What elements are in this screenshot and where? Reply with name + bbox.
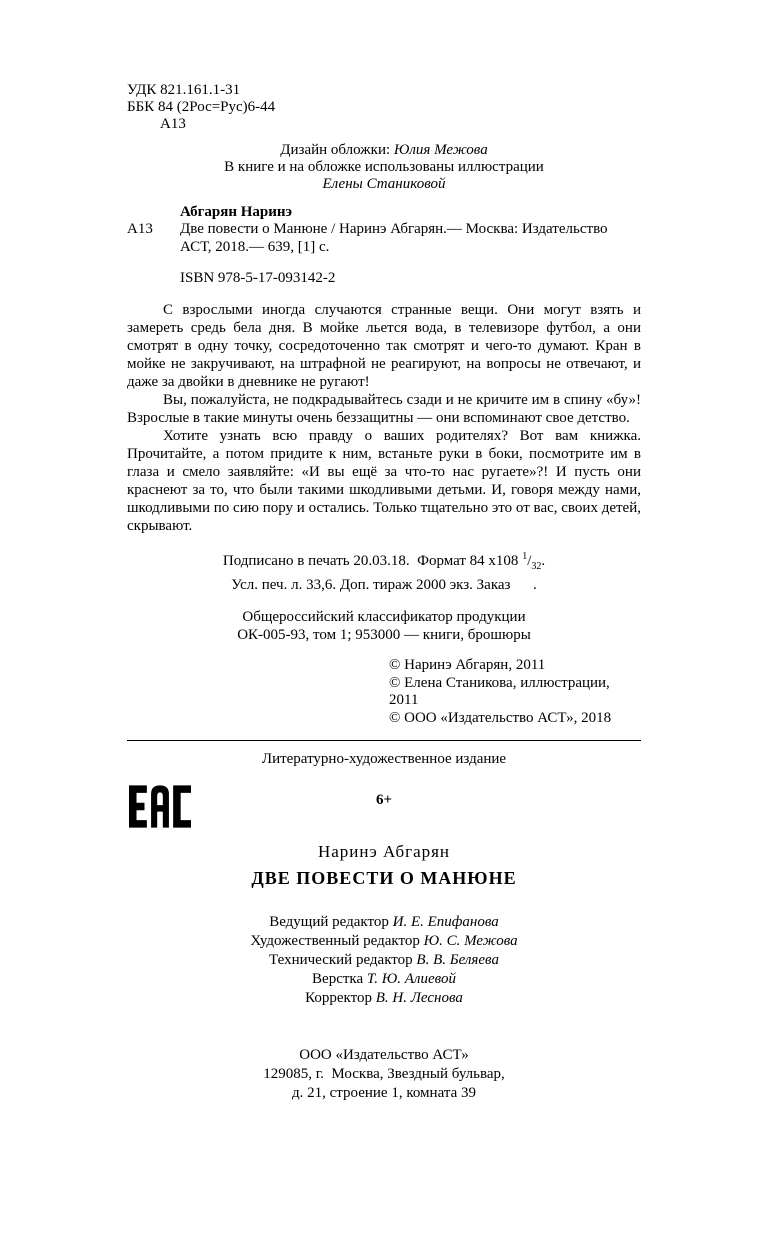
annotation (127, 301, 641, 535)
classification-codes (127, 82, 641, 133)
publisher-name: ООО «Издательство АСТ» (299, 1047, 469, 1063)
age-rating: 6+ (375, 792, 393, 808)
cover-design-label: Дизайн обложки: (280, 142, 394, 158)
eac-conformity-mark-icon (129, 780, 191, 833)
catalog-entry-row (127, 221, 641, 256)
copyright-line: © Елена Станикова, иллюстрации, 2011 (389, 674, 610, 708)
cover-designer-name: Юлия Межова (393, 142, 488, 158)
staff-line: Ведущий редактор И. Е. Епифанова (269, 914, 499, 930)
book-title: ДВЕ ПОВЕСТИ О МАНЮНЕ (251, 868, 517, 888)
staff-name: И. Е. Епифанова (392, 914, 499, 930)
product-classifier (127, 608, 641, 644)
edition-type: Литературно-художественное издание (261, 751, 507, 767)
print-info-line1: Подписано в печать 20.03.18. Формат 84 х108 $^1/_{32}$. (222, 551, 546, 572)
print-info-line2: Усл. печ. л. 33,6. Доп. тираж 2000 экз. Заказ . (231, 577, 537, 593)
certification-row (127, 779, 641, 835)
book-author: Наринэ Абгарян (317, 842, 451, 861)
staff-name: В. В. Беляева (416, 952, 499, 968)
staff-name: В. Н. Леснова (375, 990, 463, 1006)
staff-line: Корректор В. Н. Леснова (305, 990, 463, 1006)
cover-design-credit (127, 142, 641, 159)
publisher-address (127, 1046, 641, 1103)
isbn: ISBN 978-5-17-093142-2 (180, 270, 336, 286)
annotation-paragraph: С взрослыми иногда случаются странные вещи. Они могут взять и замереть средь бела дня. В мойке льется вода, в телевизоре футбол, а они смотрят в одну точку, сосредоточенно так смотрят и чего-то думают. Кран в мойке не закручивают, на штрафной не реагируют, на вопросы не отвечают, и даже за двойки в дневнике не ругают! (127, 302, 641, 390)
copyright-line: © Наринэ Абгарян, 2011 (389, 657, 546, 673)
author-sign-code: А13 (160, 116, 186, 132)
staff-line: Технический редактор В. В. Беляева (269, 952, 499, 968)
print-run-info (127, 548, 641, 594)
illustrations-credit-line: В книге и на обложке использованы иллюстрации (224, 159, 544, 175)
classifier-line2: ОК-005-93, том 1; 953000 — книги, брошюры (237, 627, 531, 643)
catalog-card (127, 204, 641, 287)
publisher-address-line1: 129085, г. Москва, Звездный бульвар, (263, 1066, 505, 1082)
staff-line: Верстка Т. Ю. Алиевой (312, 971, 456, 987)
format-fraction-numerator: 1 (522, 551, 528, 562)
udk-code: УДК 821.161.1-31 (127, 82, 241, 98)
classifier-line1: Общероссийский классификатор продукции (242, 609, 526, 625)
design-credits (127, 142, 641, 193)
format-fraction-slash: / (527, 553, 532, 569)
editorial-staff (127, 913, 641, 1008)
copyright-line: © ООО «Издательство АСТ», 2018 (389, 709, 612, 726)
annotation-paragraph: Хотите узнать всю правду о ваших родителях? Вот вам книжка. Прочитайте, а потом придите к ним, встаньте руки в боки, посмотрите им в глаза и смело заявляйте: «И вы ещё за что-то нас ругаете»?! И пусть они краснеют за то, что были такими шкодливыми детьми. И, говоря между нами, шкодливыми по сию пору и остались. Только тщательно это от вас, своих детей, скрывают. (127, 428, 641, 534)
catalog-entry-text: Две повести о Манюне / Наринэ Абгарян.— Москва: Издательство АСТ, 2018.— 639, [1] с. (180, 221, 608, 255)
staff-line: Художественный редактор Ю. С. Межова (250, 933, 518, 949)
catalog-code: А13 (127, 221, 153, 237)
annotation-paragraph: Вы, пожалуйста, не подкрадывайтесь сзади и не кричите им в спину «бу»! Взрослые в такие минуты очень беззащитны — они вспоминают свое детство. (127, 392, 641, 426)
bbk-code: ББК 84 (2Рос=Рус)6-44 (127, 99, 276, 115)
staff-name: Ю. С. Межова (423, 933, 518, 949)
publisher-address-line2: д. 21, строение 1, комната 39 (291, 1085, 476, 1101)
imprint-content (127, 82, 641, 1103)
divider-rule (127, 740, 641, 741)
copyright-block (389, 657, 641, 727)
illustrator-name: Елены Станиковой (322, 176, 446, 192)
format-fraction-denominator: 32 (531, 561, 542, 572)
catalog-author: Абгарян Наринэ (180, 204, 293, 220)
staff-name: Т. Ю. Алиевой (366, 971, 456, 987)
